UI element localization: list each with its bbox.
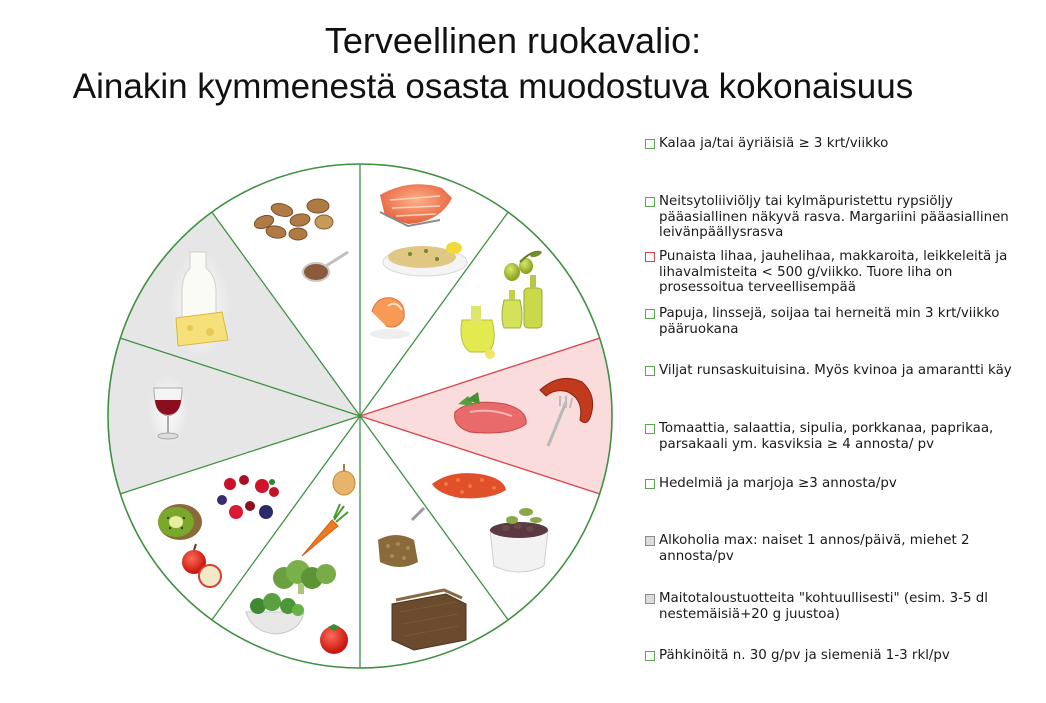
legend-checkbox-icon [645,366,655,376]
legend-text: Pähkinöitä n. 30 g/pv ja siemeniä 1-3 rkl/pv [659,648,950,663]
legend-item [644,249,1024,296]
legend-text: Neitsytoliiviöljy tai kylmäpuristettu rypsiöljy pääasiallinen näkyvä rasva. Margariini pääasiallinen leivänpäällysrasva [659,194,1009,240]
legend-checkbox-icon [645,309,655,319]
cheese-icon [176,312,228,346]
legend-item [644,533,1024,564]
legend-checkbox-icon [645,479,655,489]
legend-checkbox-icon [645,139,655,149]
legend-checkbox-icon [645,594,655,604]
legend-text: Viljat runsaskuituisina. Myös kvinoa ja amarantti käy [659,363,1012,378]
legend-text: Punaista lihaa, jauhelihaa, makkaroita, leikkeleitä ja lihavalmisteita < 500 g/viikko. Tuore liha on prosessoitua terveellisempää [659,249,1008,295]
legend-checkbox-icon [645,252,655,262]
legend-text: Hedelmiä ja marjoja ≥3 annosta/pv [659,476,897,491]
legend-item [644,306,1024,337]
rye-bread-icon [392,590,466,650]
legend-text: Tomaattia, salaattia, sipulia, porkkanaa, paprikaa, parsakaali ym. kasviksia ≥ 4 annosta/ pv [659,421,994,452]
legend-item [644,363,1024,379]
page-title-line-1: Terveellinen ruokavalio: [324,20,702,61]
legend-checkbox-icon [645,197,655,207]
kiwi-icon [158,504,202,540]
legend-item [644,591,1024,622]
legend-item [644,194,1024,241]
wine-glass-icon [148,374,188,446]
legend-text: Alkoholia max: naiset 1 annos/päivä, miehet 2 annosta/pv [659,533,970,564]
legend-text: Kalaa ja/tai äyriäisiä ≥ 3 krt/viikko [659,136,889,151]
page-title-line-2: Ainakin kymmenestä osasta muodostuva kokonaisuus [72,67,914,106]
legend-item [644,648,1024,664]
legend-item [644,136,1024,152]
legend-checkbox-icon [645,651,655,661]
legend-checkbox-icon [645,424,655,434]
legend-text: Maitotaloustuotteita "kohtuullisesti" (esim. 3-5 dl nestemäisiä+20 g juustoa) [659,591,988,622]
legend-item [644,421,1024,452]
legend-item [644,476,1024,492]
legend-checkbox-icon [645,536,655,546]
legend-text: Papuja, linssejä, soijaa tai herneitä min 3 krt/viikko pääruokana [659,306,1000,337]
